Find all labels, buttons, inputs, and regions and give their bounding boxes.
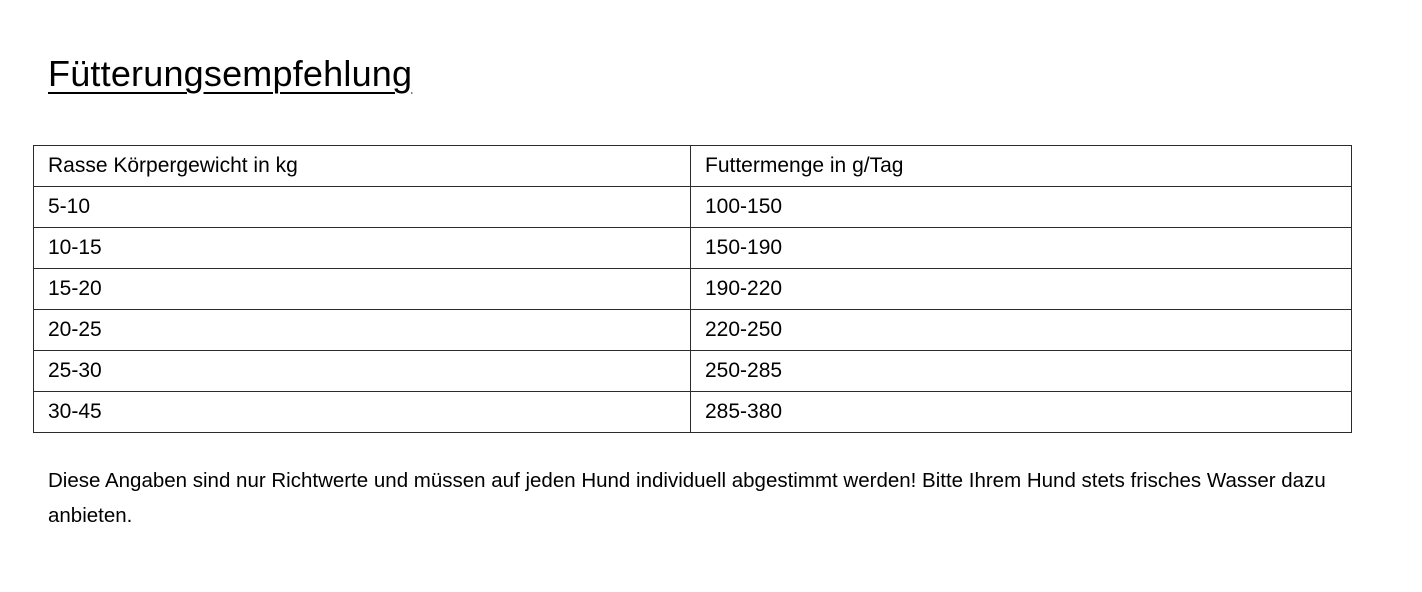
table-header-cell-weight: Rasse Körpergewicht in kg: [34, 146, 691, 187]
table-cell-amount: 250-285: [691, 351, 1352, 392]
table-cell-amount: 285-380: [691, 392, 1352, 433]
table-cell-amount: 100-150: [691, 187, 1352, 228]
table-cell-amount: 150-190: [691, 228, 1352, 269]
table-cell-weight: 20-25: [34, 310, 691, 351]
table-cell-weight: 25-30: [34, 351, 691, 392]
table-header-cell-amount: Futtermenge in g/Tag: [691, 146, 1352, 187]
table-row: [34, 392, 1352, 433]
disclaimer-note: Diese Angaben sind nur Richtwerte und müssen auf jeden Hund individuell abgestimmt werden! Bitte Ihrem Hund stets frisches Wasser dazu anbieten.: [48, 469, 1326, 528]
table-cell-weight: 15-20: [34, 269, 691, 310]
table-cell-amount: 220-250: [691, 310, 1352, 351]
feeding-recommendation-table: [33, 145, 1352, 433]
table-row: [34, 187, 1352, 228]
table-row: [34, 228, 1352, 269]
table-cell-weight: 30-45: [34, 392, 691, 433]
table-header-row: [34, 146, 1352, 187]
page-title: Fütterungsempfehlung: [48, 53, 413, 94]
table-cell-weight: 10-15: [34, 228, 691, 269]
table-row: [34, 351, 1352, 392]
table-row: [34, 310, 1352, 351]
table-cell-amount: 190-220: [691, 269, 1352, 310]
table-cell-weight: 5-10: [34, 187, 691, 228]
table-row: [34, 269, 1352, 310]
